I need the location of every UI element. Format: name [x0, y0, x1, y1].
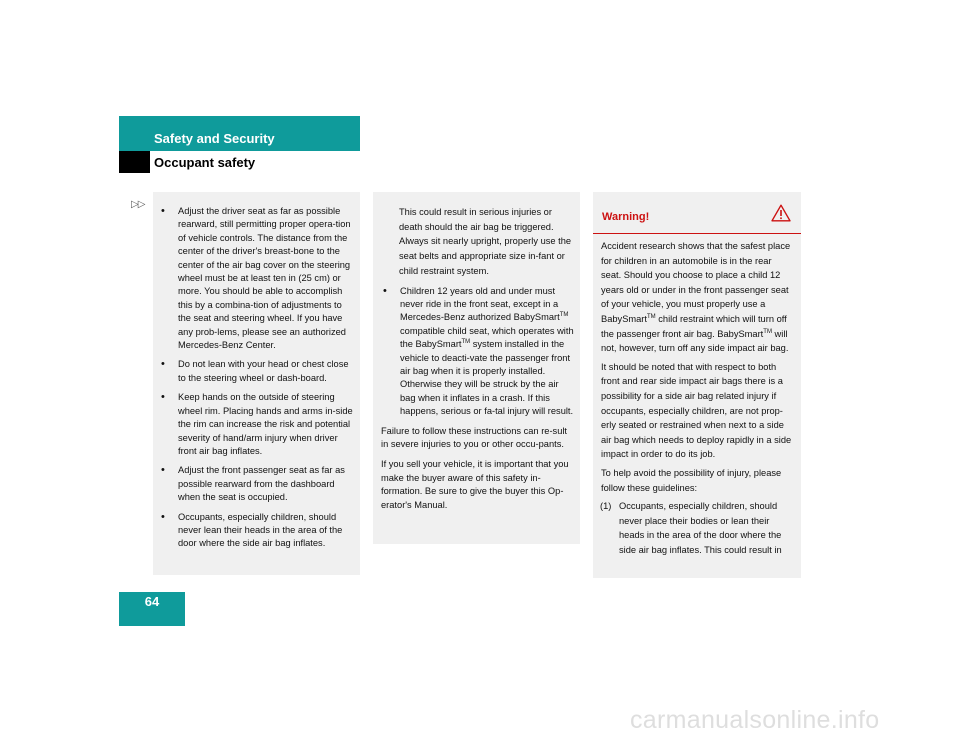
trademark-mark: TM [461, 339, 471, 346]
children-bullet-list [381, 285, 574, 419]
list-item: • Do not lean with your head or chest close to the steering wheel or dash-board. [159, 358, 354, 385]
warning-triangle-icon [771, 204, 791, 222]
list-item: • Adjust the driver seat as far as possible rearward, still permitting proper opera-tion of vehicle controls. The distance from the center of the driver's breast-bone to the center of the air bag cover on the steering wheel must be at least ten in (25 cm) or more. You should be able to accomplish this by a combina-tion of adjustments to the seat and steering wheel. If you have any prob-lems, please see an authorized Mercedes-Benz Center. [159, 205, 354, 352]
list-item: • Children 12 years old and under must never ride in the front seat, except in a Mercedes-Benz authorized BabySmart™ compatible child seat, which operates with the BabySmart™ system installed in the vehicle to deacti-vate the passenger front air bag when it is properly installed. Otherwise they will be struck by the air bag when it inflates in a crash. If this happens, serious or fa-tal injury will result. [381, 285, 574, 419]
failure-paragraph: Failure to follow these instructions can re-sult in severe injuries to you or other occu-pants. [381, 425, 568, 449]
sell-vehicle-paragraph: If you sell your vehicle, it is important that you make the buyer aware of this safety in-formation. Be sure to give the buyer this Op-erator's Manual. [381, 459, 569, 510]
safety-bullet-list [159, 205, 354, 551]
continued-marker: ▷▷ [131, 199, 145, 210]
header-marker-block [119, 151, 150, 173]
text-column-2 [373, 192, 580, 544]
warning-title: Warning! [602, 211, 650, 223]
trademark-mark: TM [559, 312, 569, 319]
section-title: Safety and Security [154, 131, 275, 146]
subsection-title: Occupant safety [154, 155, 256, 170]
list-item: • Adjust the front passenger seat as far as possible rearward from the dashboard when the seat is occupied. [159, 464, 354, 504]
warning-body [593, 234, 801, 557]
warning-paragraph: It should be noted that with respect to both front and rear side impact air bags there is a possibility for a side air bag related injury if occupants, especially children, are not prop-erly seated or restrained when next to a side air bag which needs to deploy rapidly in a side impact in order to do its job. [601, 361, 792, 460]
trademark-mark: TM [763, 328, 772, 335]
warning-paragraph: To help avoid the possibility of injury, please follow these guidelines: [601, 467, 782, 493]
list-item: • Keep hands on the outside of steering wheel rim. Placing hands and arms in-side the rim can increase the risk and potential severity of hand/arm injury when driver front air bag inflates. [159, 391, 354, 458]
warning-box [593, 192, 801, 578]
warning-header [593, 192, 801, 234]
item-text: Occupants, especially children, should never place their bodies or lean their heads in the area of the door where the side air bag inflates. This could result in [619, 501, 782, 555]
trademark-mark: TM [647, 313, 656, 320]
watermark: carmanualsonline.info [630, 706, 880, 734]
warning-paragraph: Accident research shows that the safest place for children in an automobile is in the rear seat. Should you choose to place a child 12 years old or under in the front passenger seat of your vehicle, you must properly use a BabySmart™ child restraint which will turn off the passenger front air bag. BabySmart™ will not, however, turn off any side impact air bag. [601, 241, 791, 354]
page-number: 64 [144, 594, 160, 609]
numbered-item [601, 499, 794, 557]
item-number: (1) [600, 501, 612, 512]
continued-paragraph: This could result in serious injuries or death should the air bag be triggered. Always sit nearly upright, properly use the seat belts and appropriate size in-fant or child restraint system. [399, 207, 572, 276]
list-item: • Occupants, especially children, should never lean their heads in the area of the door where the side air bag inflates. [159, 511, 354, 551]
text-column-1 [153, 192, 360, 575]
